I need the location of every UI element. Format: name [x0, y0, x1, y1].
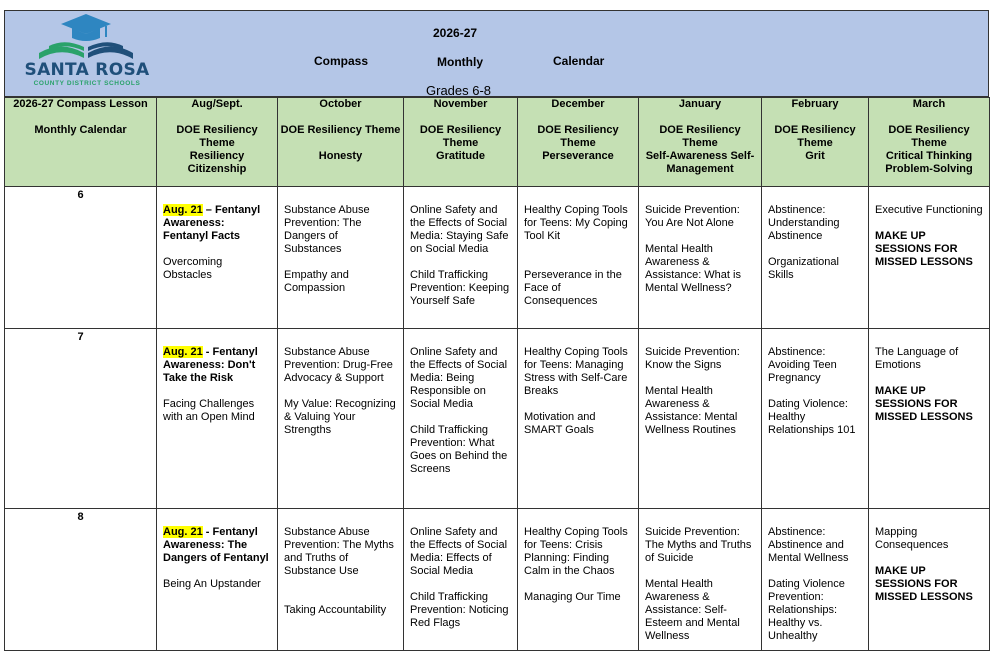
lesson-text: Healthy Coping Tools for Teens: My Coping Tool Kit — [524, 204, 628, 242]
logo-name: SANTA ROSA — [24, 60, 150, 80]
header-word-calendar: Calendar — [553, 54, 605, 68]
header-word-compass: Compass — [314, 54, 369, 68]
highlighted-date: Aug. 21 — [163, 526, 203, 538]
column-header-february-l1: February — [791, 98, 839, 110]
header-word-monthly: Monthly — [437, 55, 483, 69]
lesson-cell-jan — [639, 329, 762, 509]
district-logo — [11, 11, 161, 97]
lesson-text: Abstinence: Understanding Abstinence — [768, 204, 840, 242]
column-header-march-l3: Critical Thinking Problem-Solving — [885, 150, 973, 175]
lesson-text: Mental Health Awareness & Assistance: What is Mental Wellness? — [645, 243, 741, 294]
column-header-december-l3: Perseverance — [542, 150, 614, 162]
lesson-cell-oct — [278, 329, 404, 509]
calendar-document — [4, 10, 989, 651]
column-header-february — [762, 98, 869, 187]
lesson-text: Child Trafficking Prevention: Noticing Red Flags — [410, 591, 509, 629]
column-header-lesson-l1: 2026-27 Compass Lesson — [13, 98, 148, 110]
lesson-title: Fentanyl Awareness: Fentanyl Facts — [163, 204, 261, 242]
header-banner — [4, 10, 989, 97]
lesson-text: MAKE UP SESSIONS FOR MISSED LESSONS — [875, 385, 973, 423]
lesson-text: Substance Abuse Prevention: Drug-Free Advocacy & Support — [284, 346, 393, 384]
lesson-cell-aug-sept — [157, 509, 278, 651]
column-header-aug-sept-l1: Aug/Sept. — [191, 98, 243, 110]
column-header-february-l3: Grit — [805, 150, 825, 162]
fentanyl-lesson — [163, 204, 271, 243]
lesson-cell-dec — [518, 187, 639, 329]
lesson-text: MAKE UP SESSIONS FOR MISSED LESSONS — [875, 230, 973, 268]
lesson-text: My Value: Recognizing & Valuing Your Strengths — [284, 398, 396, 436]
column-header-november — [404, 98, 518, 187]
lesson-cell-feb — [762, 187, 869, 329]
lesson-text: Motivation and SMART Goals — [524, 411, 596, 436]
table-row — [5, 187, 990, 329]
column-header-row — [5, 98, 990, 187]
lesson-text: Overcoming Obstacles — [163, 256, 223, 281]
lesson-text: Mental Health Awareness & Assistance: Self-Esteem and Mental Wellness — [645, 578, 740, 642]
lesson-text: Online Safety and the Effects of Social Media: Being Responsible on Social Media — [410, 346, 508, 410]
lesson-cell-feb — [762, 509, 869, 651]
lesson-cell-aug-sept — [157, 187, 278, 329]
column-header-october-l1: October — [319, 98, 362, 110]
table-row — [5, 329, 990, 509]
lesson-text: The Language of Emotions — [875, 346, 959, 371]
lesson-text: Organizational Skills — [768, 256, 839, 281]
column-header-aug-sept — [157, 98, 278, 187]
column-header-aug-sept-l3: Resiliency Citizenship — [187, 150, 247, 175]
grade-cell: 7 — [5, 329, 157, 509]
lesson-text: Substance Abuse Prevention: The Dangers of Substances — [284, 204, 370, 255]
lesson-text: Suicide Prevention: Know the Signs — [645, 346, 740, 371]
column-header-january — [639, 98, 762, 187]
lesson-text: Dating Violence: Healthy Relationships 101 — [768, 398, 856, 436]
lesson-cell-oct — [278, 509, 404, 651]
lesson-text: Abstinence: Avoiding Teen Pregnancy — [768, 346, 837, 384]
highlighted-date: Aug. 21 — [163, 204, 203, 216]
lesson-cell-nov — [404, 509, 518, 651]
lesson-text: Child Trafficking Prevention: What Goes on Behind the Screens — [410, 424, 508, 475]
lesson-text: Healthy Coping Tools for Teens: Managing Stress with Self-Care Breaks — [524, 346, 628, 397]
lesson-text: Online Safety and the Effects of Social Media: Effects of Social Media — [410, 526, 508, 577]
lesson-cell-nov — [404, 187, 518, 329]
date-separator: - — [202, 346, 213, 358]
column-header-march-l1: March — [912, 98, 946, 110]
column-header-march — [869, 98, 990, 187]
graduation-cap-book-icon — [31, 13, 141, 61]
highlighted-date: Aug. 21 — [163, 346, 203, 358]
column-header-october-l3: Honesty — [318, 150, 363, 162]
lesson-text: Facing Challenges with an Open Mind — [163, 398, 255, 423]
column-header-october-l2: DOE Resiliency Theme — [280, 124, 401, 136]
date-separator: - — [202, 526, 213, 538]
column-header-march-l2: DOE Resiliency Theme — [888, 124, 970, 149]
column-header-november-l3: Gratitude — [436, 150, 485, 162]
column-header-november-l1: November — [433, 98, 488, 110]
fentanyl-lesson — [163, 526, 271, 565]
lesson-cell-jan — [639, 509, 762, 651]
lesson-text: Substance Abuse Prevention: The Myths and Truths of Substance Use — [284, 526, 394, 577]
fentanyl-lesson — [163, 346, 271, 385]
lesson-text: Online Safety and the Effects of Social Media: Staying Safe on Social Media — [410, 204, 509, 255]
column-header-february-l2: DOE Resiliency Theme — [774, 124, 856, 149]
lesson-text: Dating Violence Prevention: Relationships: Healthy vs. Unhealthy — [768, 578, 845, 642]
lesson-cell-feb — [762, 329, 869, 509]
lesson-text: MAKE UP SESSIONS FOR MISSED LESSONS — [875, 565, 973, 603]
lesson-cell-mar — [869, 509, 990, 651]
date-separator: – — [202, 204, 215, 216]
lesson-text: Managing Our Time — [524, 591, 621, 603]
logo-subtitle: COUNTY DISTRICT SCHOOLS — [33, 80, 141, 87]
lesson-text: Suicide Prevention: The Myths and Truths of Suicide — [645, 526, 752, 564]
grade-cell: 8 — [5, 509, 157, 651]
lesson-text: Being An Upstander — [163, 578, 261, 590]
lesson-cell-nov — [404, 329, 518, 509]
column-header-december-l1: December — [551, 98, 605, 110]
lesson-cell-mar — [869, 329, 990, 509]
lesson-text: Perseverance in the Face of Consequences — [524, 269, 622, 307]
lesson-text: Mapping Consequences — [875, 526, 949, 551]
column-header-lesson — [5, 98, 157, 187]
lesson-text: Taking Accountability — [284, 604, 387, 616]
lesson-title: Fentanyl Awareness: The Dangers of Fentanyl — [163, 526, 269, 564]
lesson-text: Abstinence: Abstinence and Mental Wellness — [768, 526, 849, 564]
column-header-november-l2: DOE Resiliency Theme — [419, 124, 502, 149]
column-header-january-l1: January — [678, 98, 722, 110]
column-header-january-l3: Self-Awareness Self-Management — [645, 150, 755, 175]
lesson-text: Child Trafficking Prevention: Keeping Yourself Safe — [410, 269, 510, 307]
lesson-title: Fentanyl Awareness: Don't Take the Risk — [163, 346, 258, 384]
lesson-cell-dec — [518, 509, 639, 651]
column-header-october — [278, 98, 404, 187]
lesson-text: Suicide Prevention: You Are Not Alone — [645, 204, 740, 229]
column-header-december-l2: DOE Resiliency Theme — [537, 124, 619, 149]
lesson-cell-jan — [639, 187, 762, 329]
lesson-text: Mental Health Awareness & Assistance: Mental Wellness Routines — [645, 385, 738, 436]
column-header-aug-sept-l2: DOE Resiliency Theme — [176, 124, 258, 149]
lesson-text: Empathy and Compassion — [284, 269, 349, 294]
lesson-cell-oct — [278, 187, 404, 329]
column-header-december — [518, 98, 639, 187]
header-year: 2026-27 — [433, 26, 478, 40]
lesson-cell-aug-sept — [157, 329, 278, 509]
lesson-calendar-table — [4, 97, 990, 651]
table-row — [5, 509, 990, 651]
header-grades: Grades 6-8 — [426, 83, 492, 98]
column-header-lesson-l2: Monthly Calendar — [34, 124, 127, 136]
lesson-text: Healthy Coping Tools for Teens: Crisis Planning: Finding Calm in the Chaos — [524, 526, 628, 577]
lesson-text: Executive Functioning — [875, 204, 983, 216]
column-header-january-l2: DOE Resiliency Theme — [659, 124, 741, 149]
lesson-cell-dec — [518, 329, 639, 509]
grade-cell: 6 — [5, 187, 157, 329]
lesson-cell-mar — [869, 187, 990, 329]
